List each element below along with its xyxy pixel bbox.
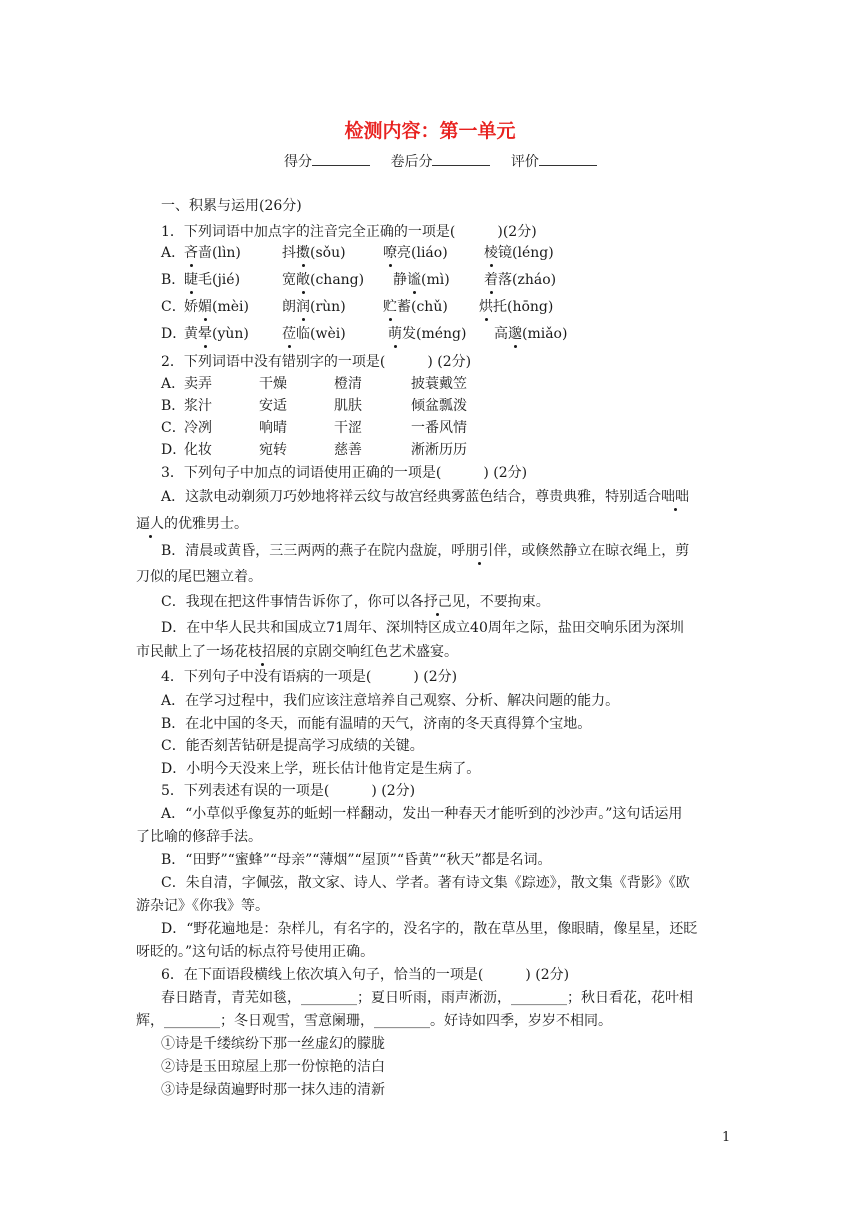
question-2-stem: 2．下列词语中没有错别字的一项是( ) (2分) — [161, 354, 472, 370]
q1-word: 朗润(rùn) — [282, 299, 346, 315]
q1-word: 抖擞(sǒu) — [282, 245, 346, 261]
q5-option-a: A．“小草似乎像复苏的蚯蚓一样翻动，发出一种春天才能听到的沙沙声。”这句话运用 — [161, 806, 683, 822]
question-4-stem: 4．下列句子中没有语病的一项是( ) (2分) — [161, 669, 458, 685]
q6-sentence-1: ①诗是千缕缤纷下那一丝虚幻的朦胧 — [161, 1036, 385, 1052]
q1-word: 高邈(miǎo) — [494, 326, 568, 342]
q1-word: 贮蓄(chǔ) — [383, 299, 448, 315]
q3-option-b: B．清晨或黄昏，三三两两的燕子在院内盘旋，呼朋引伴，或倏然静立在晾衣绳上，剪 — [161, 543, 690, 559]
final-score-field: 卷后分 — [390, 151, 490, 171]
q1-word: 娇媚(mèi) — [184, 299, 249, 315]
q1-word: 棱镜(léng) — [484, 245, 554, 261]
q5-option-b: B．“田野”“蜜蜂”“母亲”“薄烟”“屋顶”“昏黄”“秋天”都是名词。 — [161, 852, 552, 868]
q6-sentence-3: ③诗是绿茵遍野时那一抹久违的清新 — [161, 1082, 385, 1098]
q5-option-d-cont: 呀眨的。”这句话的标点符号使用正确。 — [136, 944, 375, 960]
q4-option-b: B．在北中国的冬天，而能有温晴的天气，济南的冬天真得算个宝地。 — [161, 716, 592, 732]
score-field: 得分 — [284, 151, 370, 171]
question-1-stem: 1．下列词语中加点字的注音完全正确的一项是( )(2分) — [161, 224, 537, 240]
q1-word: 静谧(mì) — [393, 272, 450, 288]
score-bar — [284, 151, 613, 171]
q6-passage-cont: 辉，________；冬日观雪，雪意阑珊，________。好诗如四季，岁岁不相同。 — [136, 1013, 612, 1029]
q5-option-c-cont: 游杂记》《你我》等。 — [136, 898, 269, 914]
q5-option-d: D．“野花遍地是：杂样儿，有名字的，没名字的，散在草丛里，像眼睛，像星星，还眨 — [161, 921, 698, 937]
q5-option-c: C．朱自清，字佩弦，散文家、诗人、学者。著有诗文集《踪迹》，散文集《背影》《欧 — [161, 875, 690, 891]
score-blank[interactable] — [312, 151, 370, 166]
q3-option-d-cont: 市民献上了一场花枝招展的京剧交响红色艺术盛宴。 — [136, 644, 458, 660]
q3-option-d: D．在中华人民共和国成立71周年、深圳特区成立40周年之际，盐田交响乐团为深圳 — [161, 620, 684, 636]
q1-word: 黄晕(yùn) — [184, 326, 249, 342]
q4-option-d: D．小明今天没来上学，班长估计他肯定是生病了。 — [161, 761, 481, 777]
page-number: 1 — [722, 1130, 731, 1145]
q6-passage: 春日踏青，青芜如毯，________；夏日听雨，雨声淅沥，________；秋日看花，花叶相 — [161, 990, 693, 1006]
q1-word: 萌发(méng) — [388, 326, 467, 342]
q3-option-a-cont: 逼人的优雅男士。 — [136, 516, 248, 532]
question-6-stem: 6．在下面语段横线上依次填入句子，恰当的一项是( ) (2分) — [161, 967, 570, 983]
q1-word: 睫毛(jié) — [184, 272, 241, 288]
q4-option-c: C．能否刻苦钻研是提高学习成绩的关键。 — [161, 738, 424, 754]
evaluation-blank[interactable] — [539, 151, 597, 166]
q5-option-a-cont: 了比喻的修辞手法。 — [136, 829, 262, 845]
question-3-stem: 3．下列句子中加点的词语使用正确的一项是( ) (2分) — [161, 465, 528, 481]
q1-word: 嘹亮(liáo) — [383, 245, 448, 261]
q3-option-b-cont: 刀似的尾巴翘立着。 — [136, 569, 262, 585]
q3-option-a: A．这款电动剃须刀巧妙地将祥云纹与故宫经典雾蓝色结合，尊贵典雅，特别适合咄咄 — [161, 489, 690, 505]
q1-word: 宽敞(chang) — [282, 272, 365, 288]
q4-option-a: A．在学习过程中，我们应该注意培养自己观察、分析、解决问题的能力。 — [161, 693, 620, 709]
q6-sentence-2: ②诗是玉田琼屋上那一份惊艳的洁白 — [161, 1059, 385, 1075]
evaluation-field: 评价 — [511, 151, 597, 171]
section-heading: 一、积累与运用(26分) — [161, 198, 302, 214]
question-5-stem: 5．下列表述有误的一项是( ) (2分) — [161, 783, 416, 799]
page-title: 检测内容：第一单元 — [344, 120, 516, 142]
final-score-blank[interactable] — [432, 151, 490, 166]
q1-word: 吝啬(lìn) — [184, 245, 241, 261]
q1-word: 着落(zháo) — [484, 272, 557, 288]
q1-word: 烘托(hōng) — [479, 299, 554, 315]
q1-word: 莅临(wèi) — [282, 326, 346, 342]
q3-option-c: C．我现在把这件事情告诉你了，你可以各抒己见，不要拘束。 — [161, 594, 550, 610]
